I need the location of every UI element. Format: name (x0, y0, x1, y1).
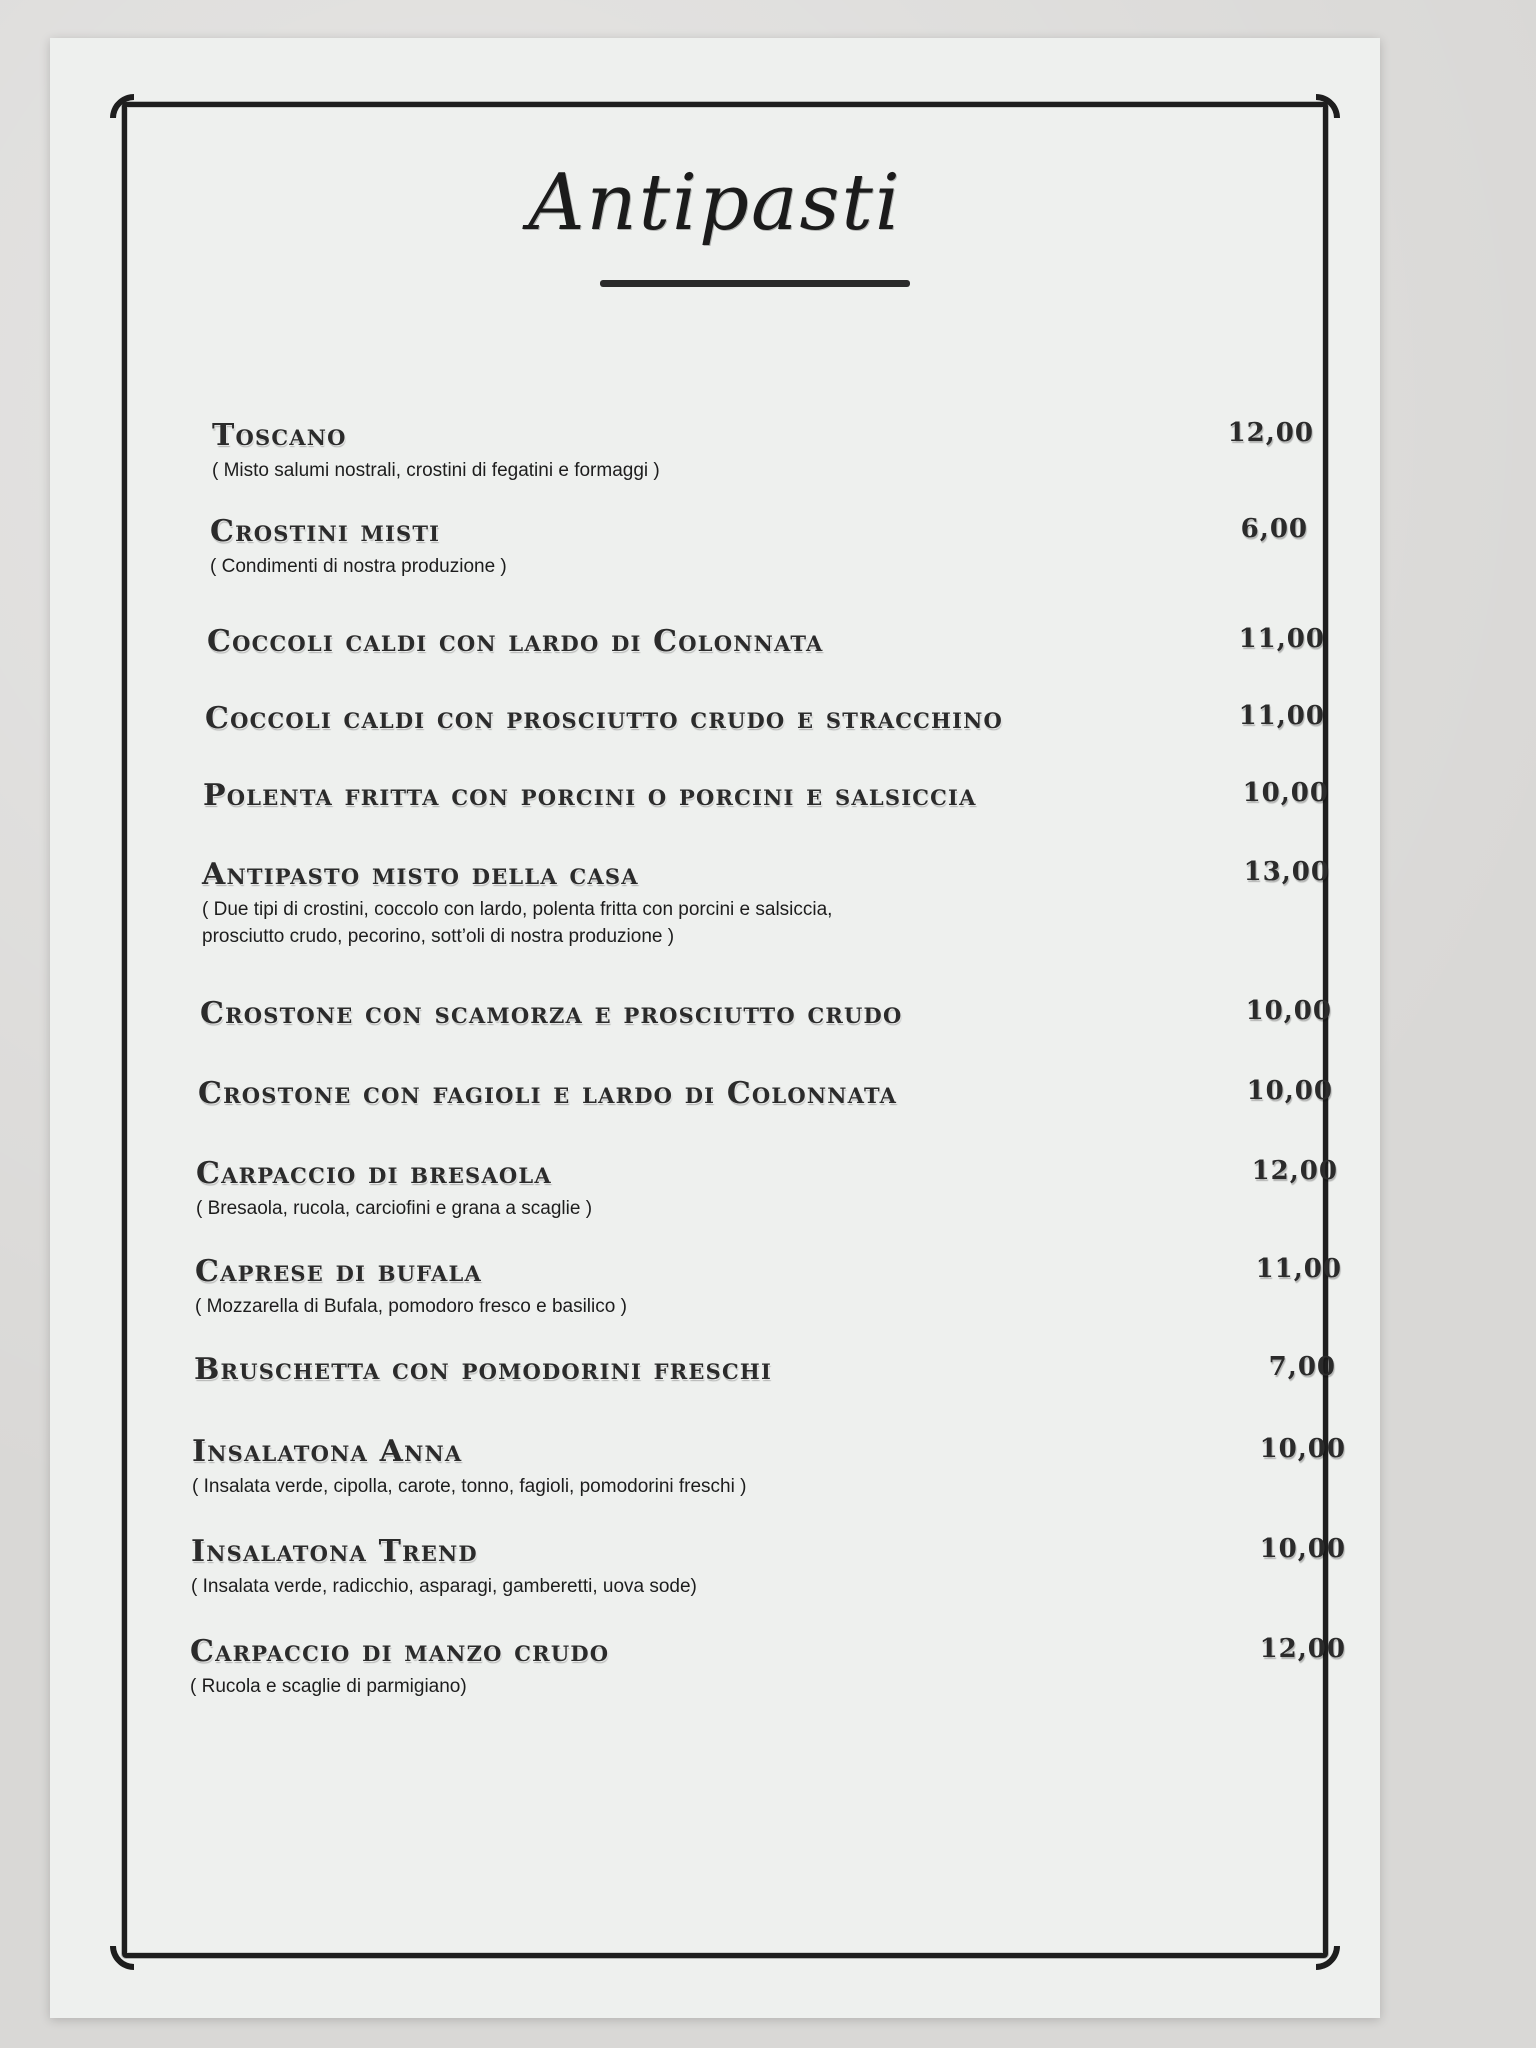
item-price: 11,00 (1238, 701, 1325, 731)
item-name: Polenta fritta con porcini o porcini e salsiccia (203, 778, 977, 813)
menu-item (195, 1254, 1342, 1320)
menu-item (202, 857, 1330, 950)
item-description: ( Misto salumi nostrali, crostini di fegatini e formaggi ) (212, 460, 660, 481)
item-description: ( Insalata verde, radicchio, asparagi, gamberetti, uova sode) (191, 1576, 697, 1597)
menu-item (203, 778, 1329, 817)
menu-item (192, 1434, 1346, 1500)
menu-item (196, 1156, 1338, 1222)
item-name: Crostini misti (210, 514, 441, 549)
item-name: Carpaccio di manzo crudo (190, 1634, 610, 1669)
item-description: ( Due tipi di crostini, coccolo con lardo, polenta fritta con porcini e salsiccia, prosciutto crudo, pecorino, sott’oli di nostra produzione ) (202, 899, 833, 947)
item-description: ( Condimenti di nostra produzione ) (210, 556, 507, 577)
item-name: Caprese di bufala (195, 1254, 483, 1289)
item-price: 12,00 (1259, 1634, 1346, 1664)
menu-item (190, 1634, 1346, 1700)
item-description: ( Mozzarella di Bufala, pomodoro fresco e basilico ) (195, 1296, 627, 1317)
item-name: Antipasto misto della casa (202, 857, 639, 892)
item-name: Coccoli caldi con prosciutto crudo e stracchino (205, 701, 1004, 736)
menu-item (191, 1534, 1346, 1600)
item-name: Insalatona Anna (192, 1434, 463, 1469)
menu-sheet (50, 38, 1380, 2018)
menu-item (200, 996, 1332, 1035)
item-price: 10,00 (1259, 1534, 1346, 1564)
item-price: 10,00 (1246, 1076, 1333, 1106)
item-price: 6,00 (1240, 514, 1308, 544)
item-name: Crostone con scamorza e prosciutto crudo (200, 996, 903, 1031)
item-name: Bruschetta con pomodorini freschi (194, 1352, 772, 1387)
menu-item (198, 1076, 1333, 1115)
menu-item (194, 1352, 1336, 1391)
item-name: Carpaccio di bresaola (196, 1156, 552, 1191)
item-name: Insalatona Trend (191, 1534, 478, 1569)
page-title: Antipasti (528, 158, 902, 248)
item-price: 11,00 (1238, 624, 1325, 654)
menu-item (210, 514, 1308, 580)
item-price: 12,00 (1227, 418, 1314, 448)
item-price: 12,00 (1251, 1156, 1338, 1186)
item-price: 13,00 (1243, 857, 1330, 887)
item-price: 11,00 (1255, 1254, 1342, 1284)
item-price: 10,00 (1242, 778, 1329, 808)
item-price: 10,00 (1245, 996, 1332, 1026)
menu-item (205, 701, 1325, 740)
item-name: Toscano (212, 418, 347, 453)
item-description: ( Bresaola, rucola, carciofini e grana a scaglie ) (196, 1198, 593, 1219)
item-name: Coccoli caldi con lardo di Colonnata (207, 624, 824, 659)
menu-item (207, 624, 1325, 663)
menu-list (150, 38, 1346, 2018)
item-price: 7,00 (1268, 1352, 1336, 1382)
item-name: Crostone con fagioli e lardo di Colonnata (198, 1076, 898, 1111)
item-price: 10,00 (1259, 1434, 1346, 1464)
item-description: ( Insalata verde, cipolla, carote, tonno, fagioli, pomodorini freschi ) (192, 1476, 747, 1497)
item-description: ( Rucola e scaglie di parmigiano) (190, 1676, 467, 1697)
menu-item (212, 418, 1314, 484)
